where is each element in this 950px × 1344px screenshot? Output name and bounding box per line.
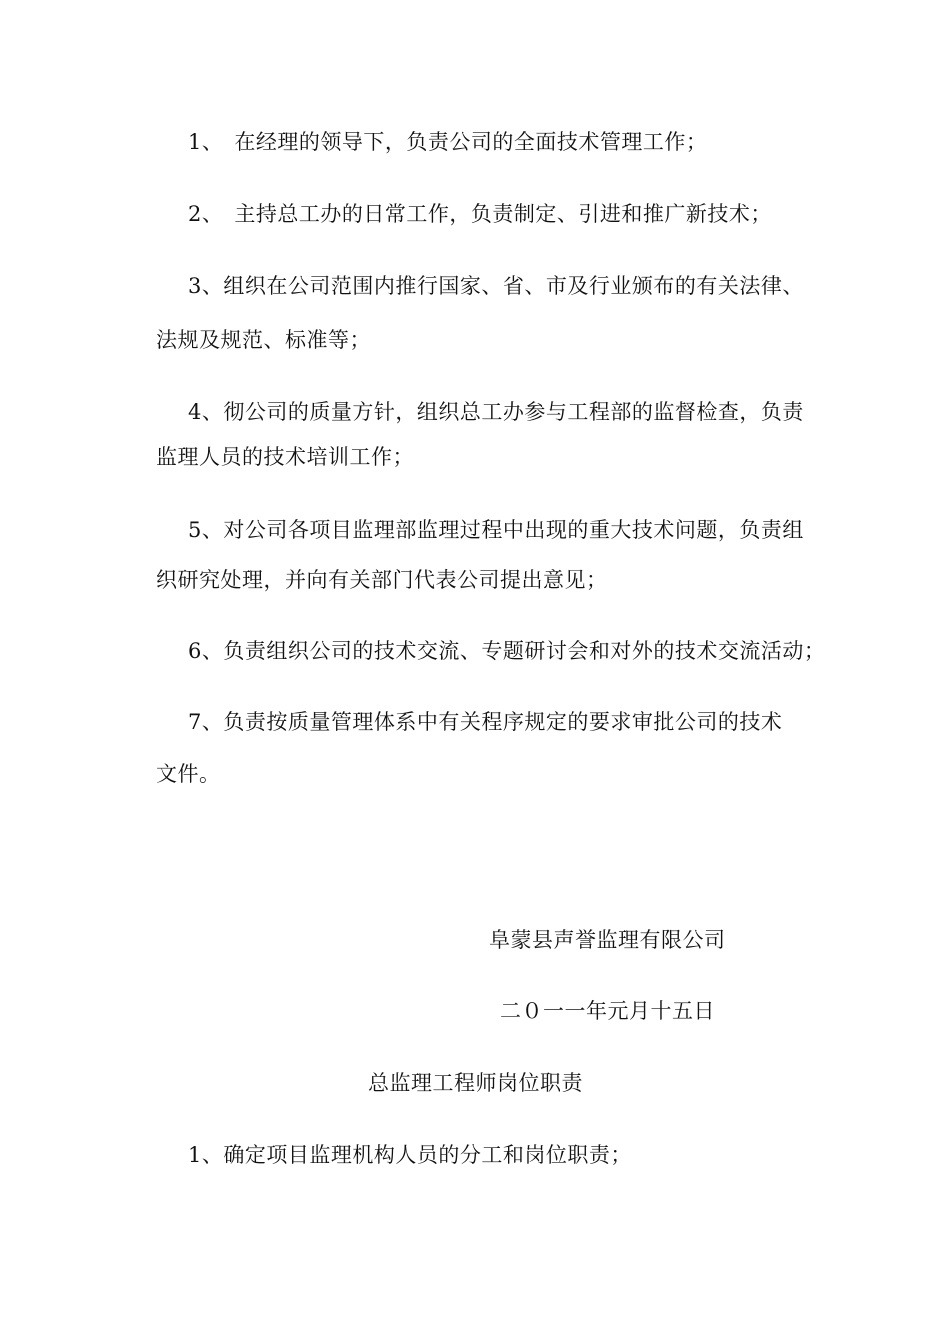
- duty-item-3-line-1: 3、组织在公司范围内推行国家、省、市及行业颁布的有关法律、: [188, 274, 804, 298]
- duty-item-5-line-2: 织研究处理，并向有关部门代表公司提出意见；: [156, 568, 608, 592]
- duty-item-4-line-2: 监理人员的技术培训工作；: [156, 445, 414, 469]
- duty-item-1-line-1: 1、 在经理的领导下，负责公司的全面技术管理工作；: [188, 130, 708, 154]
- duty-item-7-line-2: 文件。: [156, 762, 221, 786]
- section-title: 总监理工程师岗位职责: [368, 1071, 583, 1095]
- duty-item-3-line-2: 法规及规范、标准等；: [156, 328, 371, 352]
- duty-item-7-line-1: 7、负责按质量管理体系中有关程序规定的要求审批公司的技术: [188, 710, 783, 734]
- signature-date: 二０一一年元月十五日: [500, 999, 715, 1023]
- duty-item-6-line-1: 6、负责组织公司的技术交流、专题研讨会和对外的技术交流活动；: [188, 639, 826, 663]
- duty-item-5-line-1: 5、对公司各项目监理部监理过程中出现的重大技术问题，负责组: [188, 518, 804, 542]
- section-item-1-line-1: 1、确定项目监理机构人员的分工和岗位职责；: [188, 1143, 632, 1167]
- signature-company: 阜蒙县声誉监理有限公司: [489, 928, 726, 952]
- duty-item-4-line-1: 4、彻公司的质量方针，组织总工办参与工程部的监督检查，负责: [188, 400, 804, 424]
- duty-item-2-line-1: 2、 主持总工办的日常工作，负责制定、引进和推广新技术；: [188, 202, 772, 226]
